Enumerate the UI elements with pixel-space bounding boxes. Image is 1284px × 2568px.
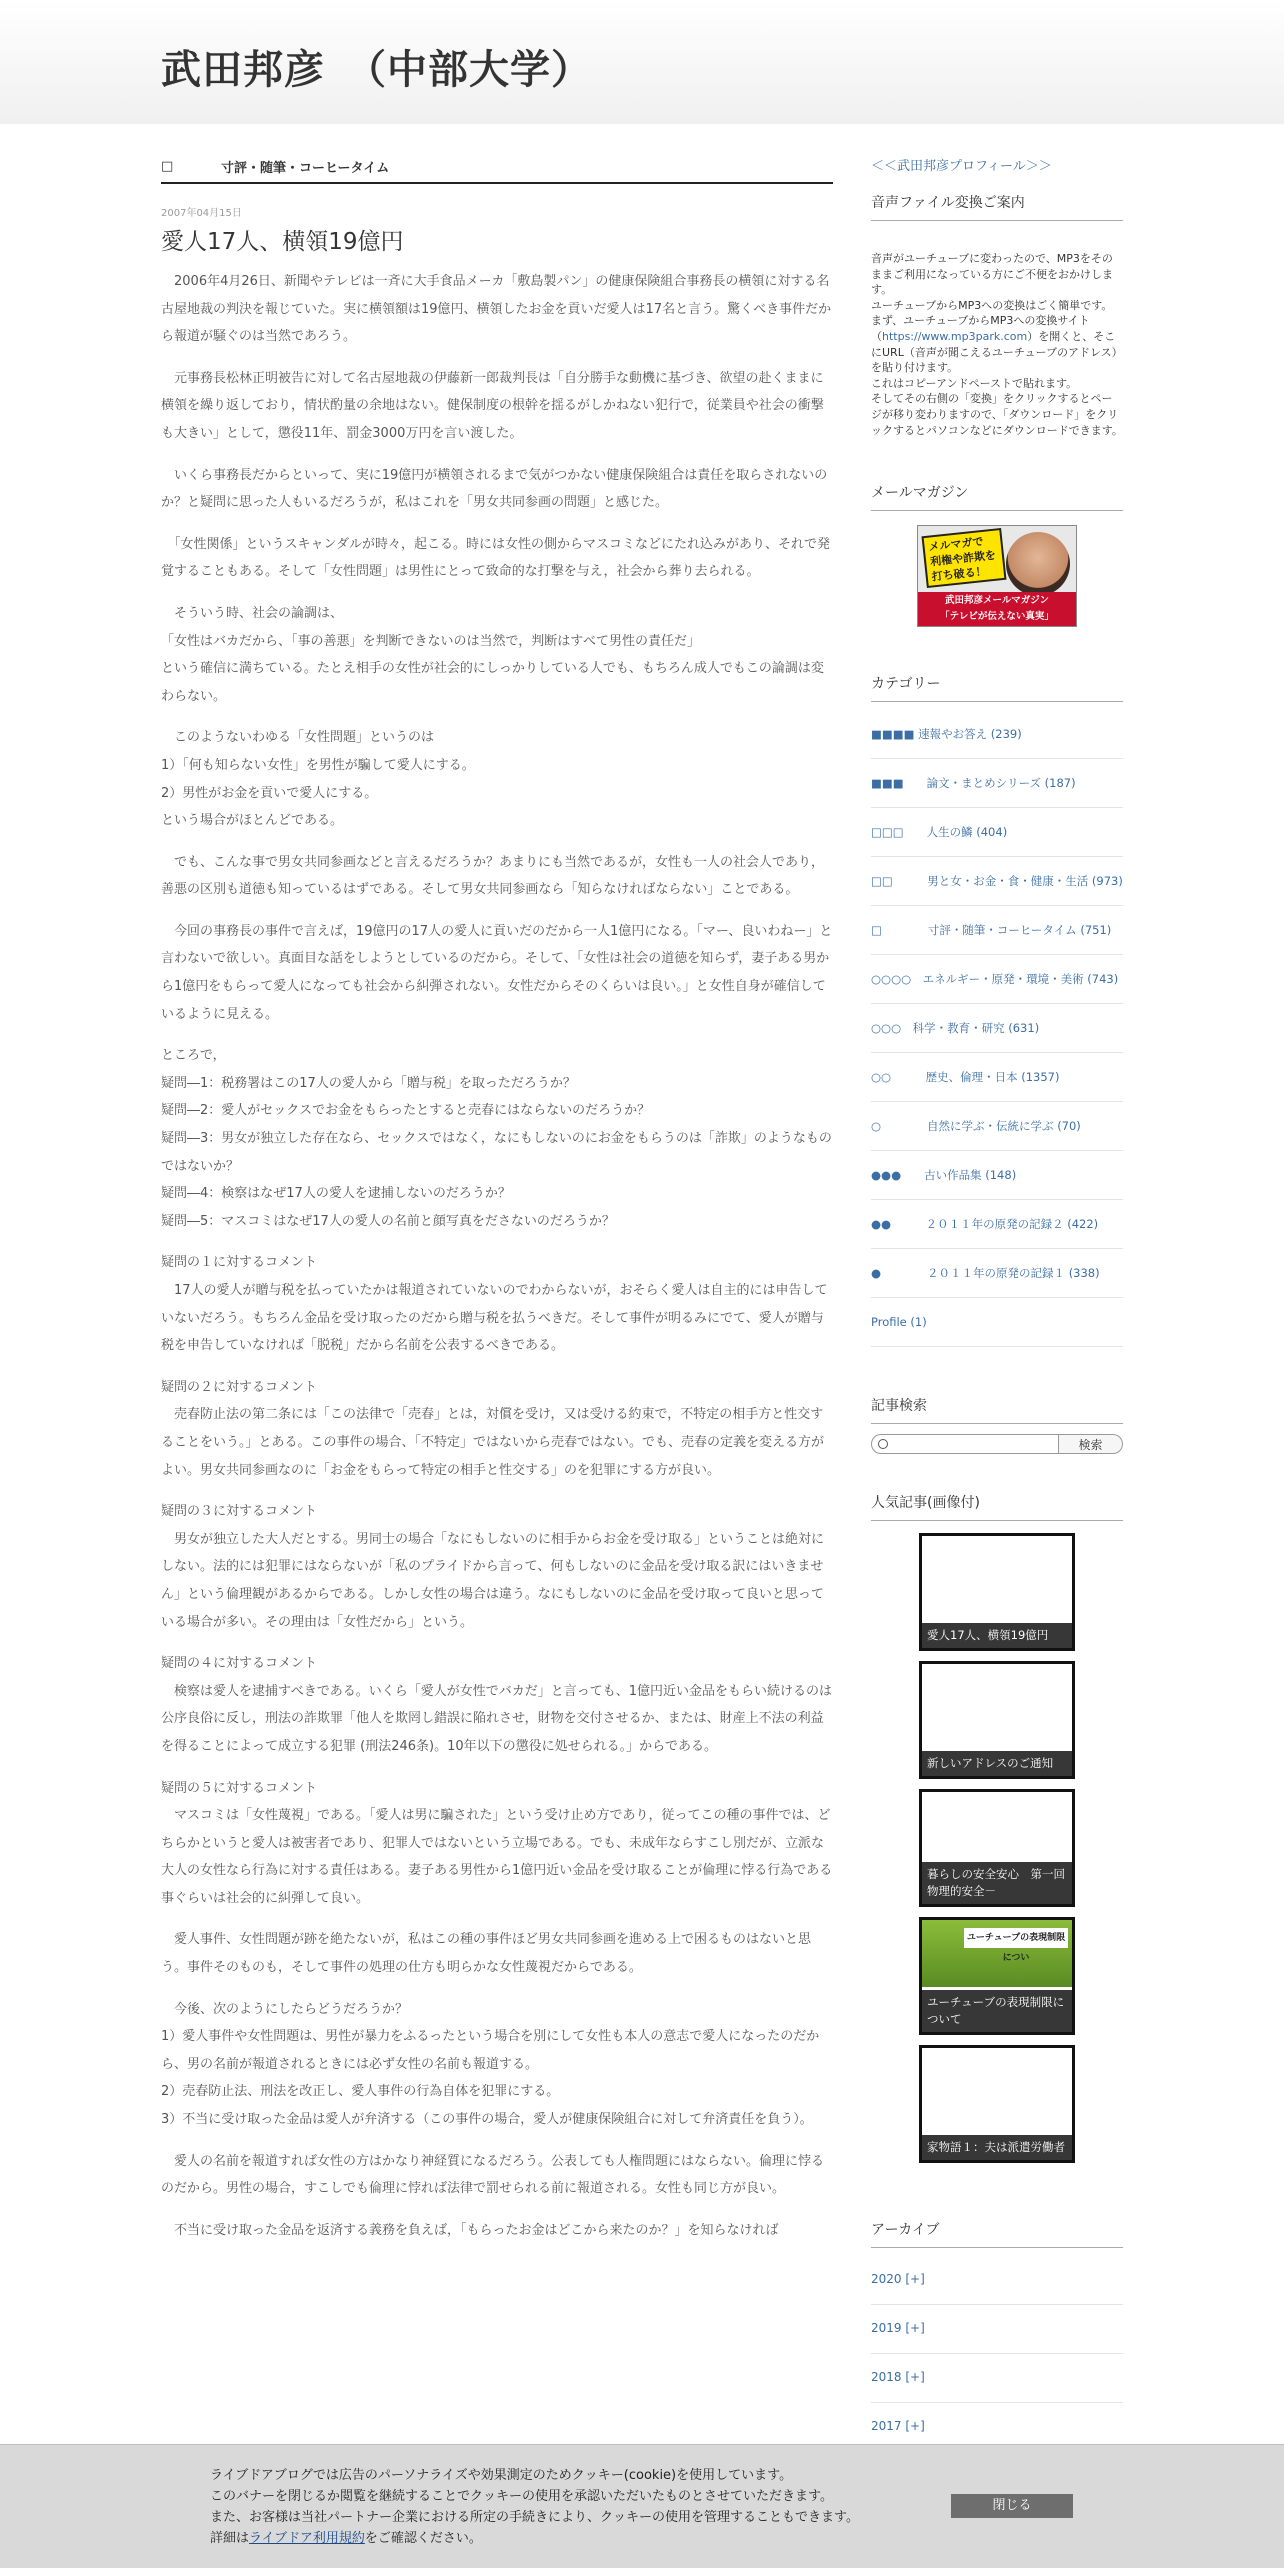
popular-card[interactable] <box>919 1533 1075 1651</box>
category-item[interactable]: □ 寸評・随筆・コーヒータイム (751) <box>871 906 1123 955</box>
thumbnail-text: ユーチューブの表現制限につい <box>964 1928 1068 1948</box>
convert-widget-title: 音声ファイル変換ご案内 <box>871 184 1123 221</box>
search-box <box>871 1434 1059 1454</box>
cookie-text <box>210 2465 859 2549</box>
category-item[interactable]: ○○○ 科学・教育・研究 (631) <box>871 1004 1123 1053</box>
post-paragraph-3: いくら事務長だからといって、実に19億円が横領されるまで気がつかない健康保険組合は責任を取らされないのか？と疑問に思った人もいるだろうが，私はこれを「男女共同参画の問題」と感じた。 <box>161 467 828 511</box>
post-paragraph-4: 「女性関係」というスキャンダルが時々，起こる。時には女性の側からマスコミなどにたれ込みがあり、それで発覚することもある。そして「女性問題」は男性にとって致命的な打撃を与え，社会から葬り去られる。 <box>161 536 830 580</box>
category-item[interactable]: ■■■ 論文・まとめシリーズ (187) <box>871 759 1123 808</box>
search-button[interactable]: 検索 <box>1059 1434 1123 1454</box>
mailmag-caption: 武田邦彦メールマガジン 「テレビが伝えない真実」 <box>918 592 1076 626</box>
mailmag-badge: メルマガで 利権や詐欺を 打ち破る！ <box>922 528 1007 588</box>
profile-link[interactable]: ＜＜武田邦彦プロフィール＞＞ <box>871 159 1052 174</box>
post-paragraph-12: 疑問の３に対するコメント 男女が独立した大人だとする。男同士の場合「なにもしないのに相手からお金を受け取る」ということは絶対にしない。法的には犯罪にはならないが「私のプライドから言って、何もしないのに金品を受け取る訳にはいきません」という倫理観があるからである。しかし女性の場合は違う。なにもしないのに金品を受け取って良いと思っている場合が多い。その理由は「女性だから」という。 <box>161 1504 825 1630</box>
popular-card[interactable] <box>919 1661 1075 1779</box>
terms-link[interactable]: ライブドア利用規約 <box>249 2531 365 2546</box>
archive-item[interactable]: 2020 [+] <box>871 2256 1123 2305</box>
categories-widget-title: カテゴリー <box>871 665 1123 702</box>
archive-widget-title: アーカイブ <box>871 2211 1123 2248</box>
cookie-close-button[interactable]: 閉じる <box>951 2494 1073 2518</box>
post-title[interactable]: 愛人17人、横領19億円 <box>161 229 404 255</box>
cookie-banner <box>0 2444 1284 2568</box>
category-item[interactable]: ●● ２０１１年の原発の記録２ (422) <box>871 1200 1123 1249</box>
sidebar <box>871 150 1123 2452</box>
post-paragraph-1: 2006年4月26日、新聞やテレビは一斉に大手食品メーカ「敷島製パン」の健康保険組合事務長の横領に対する名古屋地裁の判決を報じていた。実に横領額は19億円、横領したお金を貢いだ愛人は17名と言う。驚くべき事件だから報道が騒ぐのは当然であろう。 <box>161 274 832 345</box>
convert-text-1: 音声がユーチューブに変わったので、MP3をそのままご利用になっている方にご不便をおかけします。 ユーチューブからMP3への変換はごく簡単です。まず、ユーチューブからMP3への変換サイト（ <box>871 252 1113 343</box>
category-item[interactable]: □□□ 人生の鱗 (404) <box>871 808 1123 857</box>
category-item[interactable]: ●●● 古い作品集 (148) <box>871 1151 1123 1200</box>
category-item[interactable]: ○ 自然に学ぶ・伝統に学ぶ (70) <box>871 1102 1123 1151</box>
post-paragraph-14: 疑問の５に対するコメント マスコミは「女性蔑視」である。「愛人は男に騙された」という受け止め方であり，従ってこの種の事件では、どちらかというと愛人は被害者であり、犯罪人ではないという立場である。でも、未成年ならすこし別だが、立派な大人の女性なら行為に対する責任はある。妻子ある男性から1億円近い金品を受け取ることが倫理に悖る行為である事ぐらいは社会的に糾弾して良い。 <box>161 1780 833 1906</box>
popular-caption: 愛人17人、横領19億円 <box>922 1623 1072 1648</box>
archive-item[interactable]: 2017 [+] <box>871 2403 1123 2452</box>
mailmag-widget-title: メールマガジン <box>871 474 1123 511</box>
cookie-line-4 <box>210 2528 859 2549</box>
cookie-line-1: ライブドアブログでは広告のパーソナライズや効果測定のためクッキー(cookie)を使用しています。 <box>210 2468 793 2483</box>
cookie-line-2: このバナーを閉じるか閲覧を継続することでクッキーの使用を承認いただいたものとさせていただきます。 <box>210 2489 833 2504</box>
popular-card[interactable] <box>919 1917 1075 2035</box>
convert-text <box>871 229 1123 438</box>
popular-card[interactable] <box>919 1789 1075 1907</box>
category-item[interactable]: ○○○○ エネルギー・原発・環境・美術 (743) <box>871 955 1123 1004</box>
category-list <box>871 710 1123 1347</box>
archive-item[interactable]: 2018 [+] <box>871 2354 1123 2403</box>
post-paragraph-15: 愛人事件、女性問題が跡を絶たないが，私はこの種の事件ほど男女共同参画を進める上で困るものはないと思う。事件そのものも，そして事件の処理の仕方も明らかな女性蔑視だからである。 <box>161 1932 812 1976</box>
archive-item[interactable]: 2019 [+] <box>871 2305 1123 2354</box>
mailmag-banner[interactable] <box>917 525 1077 627</box>
post-paragraph-17: 愛人の名前を報道すれば女性の方はかなり神経質になるだろう。公表しても人権問題にはならない。倫理に悖るのだから。男性の場合，すこしでも倫理に悖れば法律で罰せられる前に報道される。女性も同じ方が良い。 <box>161 2153 825 2197</box>
archive-list <box>871 2256 1123 2452</box>
post-body <box>161 268 833 2244</box>
popular-caption: ユーチューブの表現制限について <box>922 1990 1072 2032</box>
post-paragraph-18: 不当に受け取った金品を返済する義務を負えば，「もらったお金はどこから来たのか？」を知らなければ <box>161 2222 779 2238</box>
popular-caption: 家物語１：夫は派遣労働者 <box>922 2135 1072 2160</box>
popular-card[interactable] <box>919 2045 1075 2163</box>
cookie-line-3: また、お客様は当社パートナー企業における所定の手続きにより、クッキーの使用を管理することもできます。 <box>210 2510 859 2525</box>
popular-caption: 暮らしの安全安心 第一回 物理的安全－ <box>922 1862 1072 1904</box>
post-paragraph-7: でも、こんな事で男女共同参画などと言えるだろうか？あまりにも当然であるが，女性も一人の社会人であり，善悪の区別も道徳も知っているはずである。そして男女共同参画なら「知らなければならない」ことである。 <box>161 854 825 898</box>
site-title[interactable]: 武田邦彦 （中部大学） <box>161 47 592 93</box>
post-paragraph-9: ところで， 疑問―1：税務署はこの17人の愛人から「贈与税」を取っただろうか？ 疑問―2：愛人がセックスでお金をもらったとすると売春にはならないのだろうか？ 疑問―3：男女が独立した存在なら、セックスではなく，なにもしないのにお金をもらうのは「詐欺」のようなものではないか？ 疑問―4：検察はなぜ17人の愛人を逮捕しないのだろうか？ 疑問―5：マスコミはなぜ17人の愛人の名前と顔写真をださないのだろうか？ <box>161 1048 832 1229</box>
category-item[interactable]: ○○ 歴史、倫理・日本 (1357) <box>871 1053 1123 1102</box>
post-paragraph-10: 疑問の１に対するコメント 17人の愛人が贈与税を払っていたかは報道されていないのでわからないが，おそらく愛人は自主的には申告していないだろう。もちろん金品を受け取ったのだから贈与税を払うべきだ。そして事件が明るみにでて、愛人が贈与税を申告していなければ「脱税」だから名前を公表するべきである。 <box>161 1255 828 1354</box>
cookie-line-4-prefix: 詳細は <box>210 2531 250 2546</box>
post-paragraph-11: 疑問の２に対するコメント 売春防止法の第二条には「この法律で「売春」とは，対償を受け，又は受ける約束で，不特定の相手方と性交することをいう。」とある。この事件の場合、「不特定」ではないから売春ではない。でも、売春の定義を変える方がよい。男女共同参画なのに「お金をもらって特定の相手と性交する」のを犯罪にする方が良い。 <box>161 1379 825 1478</box>
category-item[interactable]: ■■■■ 速報やお答え (239) <box>871 710 1123 759</box>
post-paragraph-13: 疑問の４に対するコメント 検察は愛人を逮捕すべきである。いくら「愛人が女性でバカだ」と言っても、1億円近い金品をもらい続けるのは公序良俗に反し，刑法の詐欺罪「他人を欺罔し錯誤に陥れさせ，財物を交付させるか、または、財産上不法の利益を得ることによって成立する犯罪 (刑法246条)。10年以下の懲役に処せられる。」からである。 <box>161 1656 833 1754</box>
search-widget-title: 記事検索 <box>871 1387 1123 1424</box>
popular-list <box>871 1533 1123 2173</box>
post-paragraph-6: このようないわゆる「女性問題」というのは 1）「何も知らない女性」を男性が騙して愛人にする。 2）男性がお金を貢いで愛人にする。 という場合がほとんどである。 <box>161 730 475 829</box>
popular-caption: 新しいアドレスのご通知 <box>922 1751 1072 1776</box>
category-header <box>161 150 833 184</box>
category-marker: □ <box>161 158 174 174</box>
main-content <box>161 150 833 2258</box>
cookie-line-4-suffix: をご確認ください。 <box>364 2531 482 2546</box>
post-paragraph-5: そういう時、社会の論調は、 「女性はバカだから、「事の善悪」を判断できないのは当然で，判断はすべて男性の責任だ」 という確信に満ちている。たとえ相手の女性が社会的にしっかりしている人でも、もちろん成人でもこの論調は変わらない。 <box>161 605 824 704</box>
post-paragraph-8: 今回の事務長の事件で言えば，19億円の17人の愛人に貢いだのだから一人1億円になる。「マー、良いわねー」と言わないで欲しい。真面目な話をしようとしているのだから。そして、「女性は社会の道徳を知らず，妻子ある男から1億円をもらって愛人になっても社会から糾弾されない。女性だからそのくらいは良い。」と女性自身が確信しているように見える。 <box>161 923 833 1022</box>
popular-thumbnail <box>922 1920 1072 1987</box>
post-paragraph-16: 今後、次のようにしたらどうだろうか？ 1）愛人事件や女性問題は、男性が暴力をふるったという場合を別にして女性も本人の意志で愛人になったのだから、男の名前が報道されるときには必ず女性の名前も報道する。 2）売春防止法、刑法を改正し、愛人事件の行為自体を犯罪にする。 3）不当に受け取った金品は愛人が弁済する（この事件の場合，愛人が健康保険組合に対して弁済責任を負う）。 <box>161 2001 820 2128</box>
category-item[interactable]: Profile (1) <box>871 1298 1123 1347</box>
post-date: 2007年04月15日 <box>161 208 242 219</box>
author-photo <box>1006 532 1070 596</box>
search-input[interactable] <box>872 1438 1058 1456</box>
mailmag-wrap <box>871 525 1123 627</box>
category-item[interactable]: ● ２０１１年の原発の記録１ (338) <box>871 1249 1123 1298</box>
search-row <box>871 1434 1123 1454</box>
category-label[interactable]: 寸評・随筆・コーヒータイム <box>221 160 390 176</box>
post-paragraph-2: 元事務長松林正明被告に対して名古屋地裁の伊藤新一郎裁判長は「自分勝手な動機に基づき、欲望の赴くままに横領を繰り返しており，情状酌量の余地はない。健保制度の根幹を揺るがしかねない犯行で，従業員や社会の衝撃も大きい」として，懲役11年、罰金3000万円を言い渡した。 <box>161 370 824 441</box>
category-item[interactable]: □□ 男と女・お金・食・健康・生活 (973) <box>871 857 1123 906</box>
convert-text-2: ）を開くと、そこにURL（音声が聞こえるユーチューブのアドレス）を貼り付けます。 これはコピーアンドペーストで貼れます。 そしてその右側の「変換」をクリックするとページが移り変わりますので、「ダウンロード」をクリックするとパソコンなどにダウンロードできます。 <box>871 329 1123 437</box>
popular-widget-title: 人気記事(画像付) <box>871 1484 1123 1521</box>
mp3park-link[interactable]: https://www.mp3park.com <box>882 329 1028 343</box>
